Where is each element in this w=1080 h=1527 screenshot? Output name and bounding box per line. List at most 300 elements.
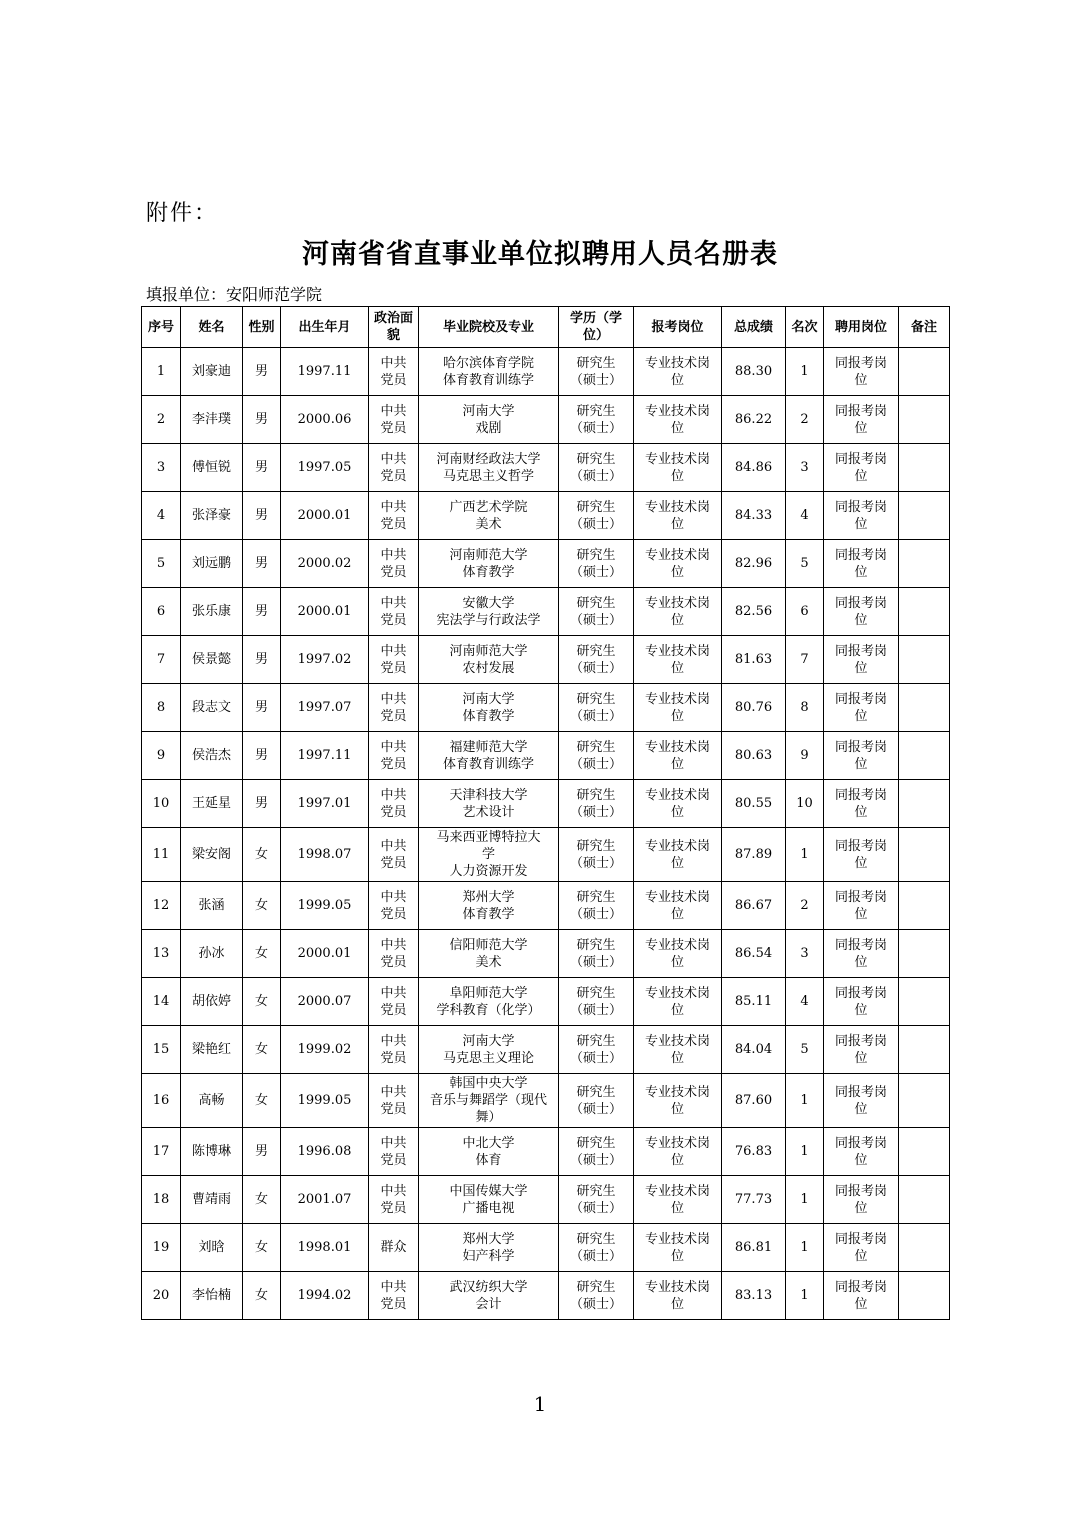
cell-birth: 2001.07 <box>281 1176 369 1224</box>
cell-birth: 2000.02 <box>281 540 369 588</box>
cell-politics-line: 党员 <box>380 420 407 436</box>
cell-school-line: 福建师范大学 <box>449 739 528 755</box>
cell-hire-line: 位 <box>854 1200 868 1216</box>
cell-score: 84.86 <box>722 444 786 492</box>
cell-birth: 2000.01 <box>281 930 369 978</box>
cell-politics-line: 中共 <box>380 838 407 854</box>
cell-post-line: 专业技术岗 <box>644 499 710 515</box>
cell-school-line: 河南大学 <box>462 1033 515 1049</box>
cell-birth: 1997.11 <box>281 348 369 396</box>
cell-score: 87.89 <box>722 828 786 882</box>
cell-post-line: 位 <box>670 420 684 436</box>
cell-hire-line: 同报考岗 <box>834 1279 887 1295</box>
cell-birth: 2000.07 <box>281 978 369 1026</box>
cell-post-line: 专业技术岗 <box>644 739 710 755</box>
cell-rank: 3 <box>786 444 824 492</box>
cell-gender: 男 <box>243 588 281 636</box>
cell-score: 80.76 <box>722 684 786 732</box>
cell-hire-line: 位 <box>854 612 868 628</box>
cell-name: 胡依婷 <box>181 978 243 1026</box>
cell-school-line: 武汉纺织大学 <box>449 1279 528 1295</box>
cell-post-line: 专业技术岗 <box>644 403 710 419</box>
cell-degree-line: （硕士） <box>569 1002 622 1018</box>
cell-remark <box>899 492 950 540</box>
cell-post-line: 专业技术岗 <box>644 838 710 854</box>
table-row <box>142 684 950 732</box>
cell-remark <box>899 636 950 684</box>
header-label: 次 <box>804 319 818 335</box>
cell-degree <box>559 1224 634 1272</box>
cell-post <box>634 444 722 492</box>
cell-post-line: 位 <box>670 1152 684 1168</box>
cell-remark <box>899 1224 950 1272</box>
cell-remark <box>899 396 950 444</box>
col-gender-header <box>243 307 281 348</box>
cell-school-line: 艺术设计 <box>462 804 515 820</box>
cell-degree-line: 研究生 <box>576 403 616 419</box>
cell-gender: 男 <box>243 780 281 828</box>
cell-post-line: 位 <box>670 1296 684 1312</box>
cell-no: 13 <box>142 930 181 978</box>
cell-post <box>634 1074 722 1128</box>
cell-school <box>419 930 559 978</box>
cell-degree-line: 研究生 <box>576 889 616 905</box>
cell-degree <box>559 1074 634 1128</box>
cell-politics <box>369 780 419 828</box>
cell-degree <box>559 780 634 828</box>
cell-post-line: 专业技术岗 <box>644 1279 710 1295</box>
cell-remark <box>899 1272 950 1320</box>
cell-hire-line: 同报考岗 <box>834 889 887 905</box>
cell-name: 曹靖雨 <box>181 1176 243 1224</box>
attachment-label: 附件： <box>146 201 219 226</box>
table-row <box>142 882 950 930</box>
cell-post-line: 位 <box>670 804 684 820</box>
cell-degree <box>559 540 634 588</box>
cell-rank: 6 <box>786 588 824 636</box>
cell-politics <box>369 930 419 978</box>
cell-politics-line: 中共 <box>380 595 407 611</box>
cell-remark <box>899 1128 950 1176</box>
header-label: 学历 <box>569 311 596 326</box>
cell-rank: 1 <box>786 1272 824 1320</box>
header-row <box>142 307 950 348</box>
cell-school-line: 体育教学 <box>462 708 515 724</box>
cell-degree-line: 研究生 <box>576 547 616 563</box>
cell-hire-line: 同报考岗 <box>834 985 887 1001</box>
cell-politics-line: 党员 <box>380 708 407 724</box>
col-politics-header <box>369 307 419 348</box>
cell-hire-line: 同报考岗 <box>834 691 887 707</box>
cell-school-line: 美术 <box>475 954 502 970</box>
cell-school-line: 信阳师范大学 <box>449 937 528 953</box>
cell-politics-line: 中共 <box>380 691 407 707</box>
cell-hire-line: 同报考岗 <box>834 787 887 803</box>
table-row <box>142 1128 950 1176</box>
cell-post-line: 专业技术岗 <box>644 1183 710 1199</box>
cell-post-line: 位 <box>670 855 684 871</box>
cell-score: 87.60 <box>722 1074 786 1128</box>
cell-hire-line: 位 <box>854 372 868 388</box>
cell-name: 王延星 <box>181 780 243 828</box>
cell-degree-line: （硕士） <box>569 1101 622 1117</box>
col-no-header <box>142 307 181 348</box>
cell-politics-line: 中共 <box>380 1084 407 1100</box>
cell-post <box>634 1224 722 1272</box>
cell-name: 高畅 <box>181 1074 243 1128</box>
cell-birth: 1998.07 <box>281 828 369 882</box>
cell-post-line: 位 <box>670 708 684 724</box>
cell-school <box>419 978 559 1026</box>
cell-no: 6 <box>142 588 181 636</box>
cell-degree <box>559 882 634 930</box>
table-row <box>142 732 950 780</box>
cell-gender: 女 <box>243 1176 281 1224</box>
cell-school-line: 人力资源开发 <box>449 864 528 879</box>
cell-post-line: 位 <box>670 1200 684 1216</box>
cell-degree-line: （硕士） <box>569 1296 622 1312</box>
cell-politics-line: 党员 <box>380 1101 407 1117</box>
cell-no: 8 <box>142 684 181 732</box>
cell-hire-line: 位 <box>854 1101 868 1117</box>
cell-degree-line: 研究生 <box>576 355 616 371</box>
cell-score: 83.13 <box>722 1272 786 1320</box>
cell-post <box>634 684 722 732</box>
cell-politics-line: 中共 <box>380 451 407 467</box>
cell-hire <box>824 780 899 828</box>
cell-name: 孙冰 <box>181 930 243 978</box>
cell-school <box>419 732 559 780</box>
cell-post-line: 位 <box>670 1101 684 1117</box>
cell-degree <box>559 492 634 540</box>
header-label: 报考岗位 <box>651 319 704 335</box>
cell-school-line: 学 <box>481 847 495 862</box>
cell-school <box>419 684 559 732</box>
cell-score: 85.11 <box>722 978 786 1026</box>
table-row <box>142 540 950 588</box>
cell-no: 18 <box>142 1176 181 1224</box>
cell-gender: 女 <box>243 930 281 978</box>
cell-school-line: 广播电视 <box>462 1200 515 1216</box>
cell-degree-line: （硕士） <box>569 756 622 772</box>
cell-post-line: 位 <box>670 1002 684 1018</box>
cell-school-line: 河南师范大学 <box>449 643 528 659</box>
cell-degree <box>559 1176 634 1224</box>
table-row <box>142 444 950 492</box>
cell-hire-line: 位 <box>854 468 868 484</box>
reporting-unit: 填报单位：安阳师范学院 <box>146 285 323 304</box>
cell-politics <box>369 978 419 1026</box>
cell-degree-line: （硕士） <box>569 1248 622 1264</box>
header-label: 性 <box>248 319 262 335</box>
cell-politics-line: 党员 <box>380 660 407 676</box>
cell-hire <box>824 978 899 1026</box>
cell-degree-line: 研究生 <box>576 937 616 953</box>
cell-school <box>419 444 559 492</box>
cell-hire-line: 同报考岗 <box>834 1084 887 1100</box>
cell-school-line: 美术 <box>475 516 502 532</box>
cell-politics <box>369 1128 419 1176</box>
cell-birth: 2000.01 <box>281 492 369 540</box>
cell-remark <box>899 1026 950 1074</box>
table-body <box>142 348 950 1320</box>
cell-post-line: 专业技术岗 <box>644 937 710 953</box>
col-birth-header <box>281 307 369 348</box>
cell-gender: 女 <box>243 828 281 882</box>
cell-rank: 2 <box>786 396 824 444</box>
cell-degree-line: （硕士） <box>569 1152 622 1168</box>
cell-degree-line: （硕士） <box>569 468 622 484</box>
cell-score: 86.22 <box>722 396 786 444</box>
cell-birth: 1997.01 <box>281 780 369 828</box>
cell-hire-line: 同报考岗 <box>834 595 887 611</box>
cell-hire-line: 同报考岗 <box>834 451 887 467</box>
cell-remark <box>899 1176 950 1224</box>
cell-hire-line: 位 <box>854 516 868 532</box>
header-label: 序 <box>147 319 161 335</box>
cell-politics-line: 党员 <box>380 372 407 388</box>
cell-degree-line: 研究生 <box>576 1231 616 1247</box>
cell-score: 84.04 <box>722 1026 786 1074</box>
cell-post-line: 位 <box>670 468 684 484</box>
roster-table <box>141 306 950 1320</box>
cell-post <box>634 978 722 1026</box>
cell-hire-line: 同报考岗 <box>834 499 887 515</box>
cell-degree-line: 研究生 <box>576 1183 616 1199</box>
cell-gender: 男 <box>243 684 281 732</box>
cell-hire-line: 同报考岗 <box>834 1231 887 1247</box>
cell-no: 4 <box>142 492 181 540</box>
cell-politics <box>369 882 419 930</box>
cell-school-line: 体育 <box>475 1152 502 1168</box>
table-row <box>142 348 950 396</box>
cell-gender: 男 <box>243 348 281 396</box>
cell-degree-line: （硕士） <box>569 855 622 871</box>
cell-gender: 男 <box>243 636 281 684</box>
cell-politics <box>369 828 419 882</box>
cell-remark <box>899 540 950 588</box>
cell-gender: 女 <box>243 1272 281 1320</box>
cell-degree-line: 研究生 <box>576 691 616 707</box>
cell-school <box>419 1224 559 1272</box>
cell-politics <box>369 444 419 492</box>
cell-degree-line: （硕士） <box>569 1200 622 1216</box>
cell-birth: 1999.05 <box>281 882 369 930</box>
header-label: 及专业 <box>495 319 535 335</box>
cell-school-line: 音乐与舞蹈学（现代 <box>429 1093 547 1108</box>
cell-post-line: 专业技术岗 <box>644 595 710 611</box>
cell-hire <box>824 540 899 588</box>
cell-school-line: 体育教学 <box>462 906 515 922</box>
cell-no: 16 <box>142 1074 181 1128</box>
cell-hire <box>824 882 899 930</box>
cell-politics-line: 中共 <box>380 1135 407 1151</box>
cell-rank: 1 <box>786 1224 824 1272</box>
cell-politics <box>369 492 419 540</box>
cell-school-line: 会计 <box>475 1296 502 1312</box>
cell-politics-line: 中共 <box>380 889 407 905</box>
cell-name: 张泽豪 <box>181 492 243 540</box>
cell-name: 张涵 <box>181 882 243 930</box>
header-label: 备注 <box>910 319 937 335</box>
cell-hire-line: 位 <box>854 855 868 871</box>
table-row <box>142 930 950 978</box>
cell-post <box>634 780 722 828</box>
cell-rank: 1 <box>786 1074 824 1128</box>
cell-hire <box>824 1128 899 1176</box>
cell-score: 80.63 <box>722 732 786 780</box>
cell-politics-line: 党员 <box>380 1050 407 1066</box>
cell-post <box>634 732 722 780</box>
cell-post <box>634 882 722 930</box>
cell-gender: 女 <box>243 978 281 1026</box>
cell-post-line: 专业技术岗 <box>644 1135 710 1151</box>
cell-politics-line: 中共 <box>380 547 407 563</box>
cell-degree <box>559 1128 634 1176</box>
cell-name: 侯景懿 <box>181 636 243 684</box>
cell-hire-line: 位 <box>854 564 868 580</box>
cell-post-line: 专业技术岗 <box>644 691 710 707</box>
cell-politics-line: 党员 <box>380 954 407 970</box>
cell-degree-line: （硕士） <box>569 954 622 970</box>
cell-no: 9 <box>142 732 181 780</box>
header-label: 名 <box>791 319 805 335</box>
cell-hire <box>824 1074 899 1128</box>
cell-remark <box>899 444 950 492</box>
cell-degree-line: 研究生 <box>576 643 616 659</box>
cell-politics-line: 党员 <box>380 564 407 580</box>
cell-degree-line: 研究生 <box>576 499 616 515</box>
cell-school-line: 体育教学 <box>462 564 515 580</box>
cell-birth: 1997.11 <box>281 732 369 780</box>
cell-remark <box>899 588 950 636</box>
cell-school-line: 马克思主义哲学 <box>442 468 534 484</box>
cell-rank: 1 <box>786 1128 824 1176</box>
table-row <box>142 978 950 1026</box>
cell-politics <box>369 636 419 684</box>
cell-school-line: 中国传媒大学 <box>449 1183 528 1199</box>
cell-post-line: 位 <box>670 906 684 922</box>
col-degree-header <box>559 307 634 348</box>
cell-degree-line: （硕士） <box>569 660 622 676</box>
cell-hire-line: 同报考岗 <box>834 739 887 755</box>
cell-hire-line: 位 <box>854 906 868 922</box>
cell-politics-line: 党员 <box>380 1152 407 1168</box>
cell-birth: 1997.07 <box>281 684 369 732</box>
cell-degree-line: 研究生 <box>576 1033 616 1049</box>
cell-hire <box>824 930 899 978</box>
cell-no: 19 <box>142 1224 181 1272</box>
cell-hire <box>824 1176 899 1224</box>
cell-score: 76.83 <box>722 1128 786 1176</box>
cell-hire <box>824 828 899 882</box>
cell-school-line: 哈尔滨体育学院 <box>442 355 534 371</box>
header-label: 毕业院校 <box>442 319 495 335</box>
cell-post-line: 专业技术岗 <box>644 547 710 563</box>
cell-politics-line: 中共 <box>380 499 407 515</box>
cell-no: 11 <box>142 828 181 882</box>
cell-degree-line: 研究生 <box>576 595 616 611</box>
cell-school-line: 河南大学 <box>462 403 515 419</box>
cell-degree <box>559 978 634 1026</box>
cell-score: 81.63 <box>722 636 786 684</box>
cell-politics-line: 党员 <box>380 516 407 532</box>
cell-school-line: 河南财经政法大学 <box>436 451 541 467</box>
cell-score: 82.56 <box>722 588 786 636</box>
col-hire-header <box>824 307 899 348</box>
cell-no: 10 <box>142 780 181 828</box>
cell-rank: 7 <box>786 636 824 684</box>
cell-no: 14 <box>142 978 181 1026</box>
cell-school-line: 郑州大学 <box>462 1231 515 1247</box>
cell-school-line: 阜阳师范大学 <box>449 985 528 1001</box>
cell-school-line: 中北大学 <box>462 1135 515 1151</box>
cell-politics-line: 群众 <box>380 1240 407 1255</box>
cell-hire-line: 同报考岗 <box>834 403 887 419</box>
header-label: 政治 <box>373 311 400 326</box>
cell-post-line: 专业技术岗 <box>644 787 710 803</box>
cell-post-line: 专业技术岗 <box>644 451 710 467</box>
cell-school <box>419 588 559 636</box>
cell-hire <box>824 636 899 684</box>
cell-post-line: 位 <box>670 1248 684 1264</box>
cell-remark <box>899 1074 950 1128</box>
cell-school <box>419 1128 559 1176</box>
cell-post-line: 位 <box>670 612 684 628</box>
cell-politics <box>369 348 419 396</box>
table-row <box>142 1026 950 1074</box>
cell-school-line: 河南大学 <box>462 691 515 707</box>
cell-rank: 5 <box>786 1026 824 1074</box>
cell-hire-line: 位 <box>854 954 868 970</box>
cell-birth: 1996.08 <box>281 1128 369 1176</box>
cell-birth: 1994.02 <box>281 1272 369 1320</box>
cell-hire-line: 同报考岗 <box>834 838 887 854</box>
cell-politics-line: 党员 <box>380 1200 407 1216</box>
cell-school-line: 宪法学与行政法学 <box>436 612 541 628</box>
cell-degree-line: 研究生 <box>576 1279 616 1295</box>
cell-politics <box>369 396 419 444</box>
cell-remark <box>899 882 950 930</box>
cell-politics-line: 中共 <box>380 355 407 371</box>
cell-name: 刘晗 <box>181 1224 243 1272</box>
cell-birth: 1997.05 <box>281 444 369 492</box>
cell-school-line: 戏剧 <box>475 420 502 436</box>
cell-hire <box>824 588 899 636</box>
cell-politics-line: 中共 <box>380 1279 407 1295</box>
cell-politics <box>369 684 419 732</box>
cell-school-line: 天津科技大学 <box>449 787 528 803</box>
table-row <box>142 780 950 828</box>
cell-post-line: 位 <box>670 1050 684 1066</box>
cell-post <box>634 1128 722 1176</box>
cell-hire-line: 位 <box>854 1248 868 1264</box>
cell-rank: 3 <box>786 930 824 978</box>
cell-degree <box>559 348 634 396</box>
table-row <box>142 1074 950 1128</box>
cell-name: 刘远鹏 <box>181 540 243 588</box>
cell-politics-line: 党员 <box>380 1296 407 1312</box>
cell-name: 张乐康 <box>181 588 243 636</box>
cell-hire <box>824 684 899 732</box>
cell-school <box>419 780 559 828</box>
cell-school-line: 妇产科学 <box>462 1248 515 1264</box>
cell-school-line: 农村发展 <box>462 660 515 676</box>
cell-hire <box>824 1272 899 1320</box>
cell-degree <box>559 732 634 780</box>
cell-politics-line: 中共 <box>380 739 407 755</box>
cell-birth: 1999.02 <box>281 1026 369 1074</box>
